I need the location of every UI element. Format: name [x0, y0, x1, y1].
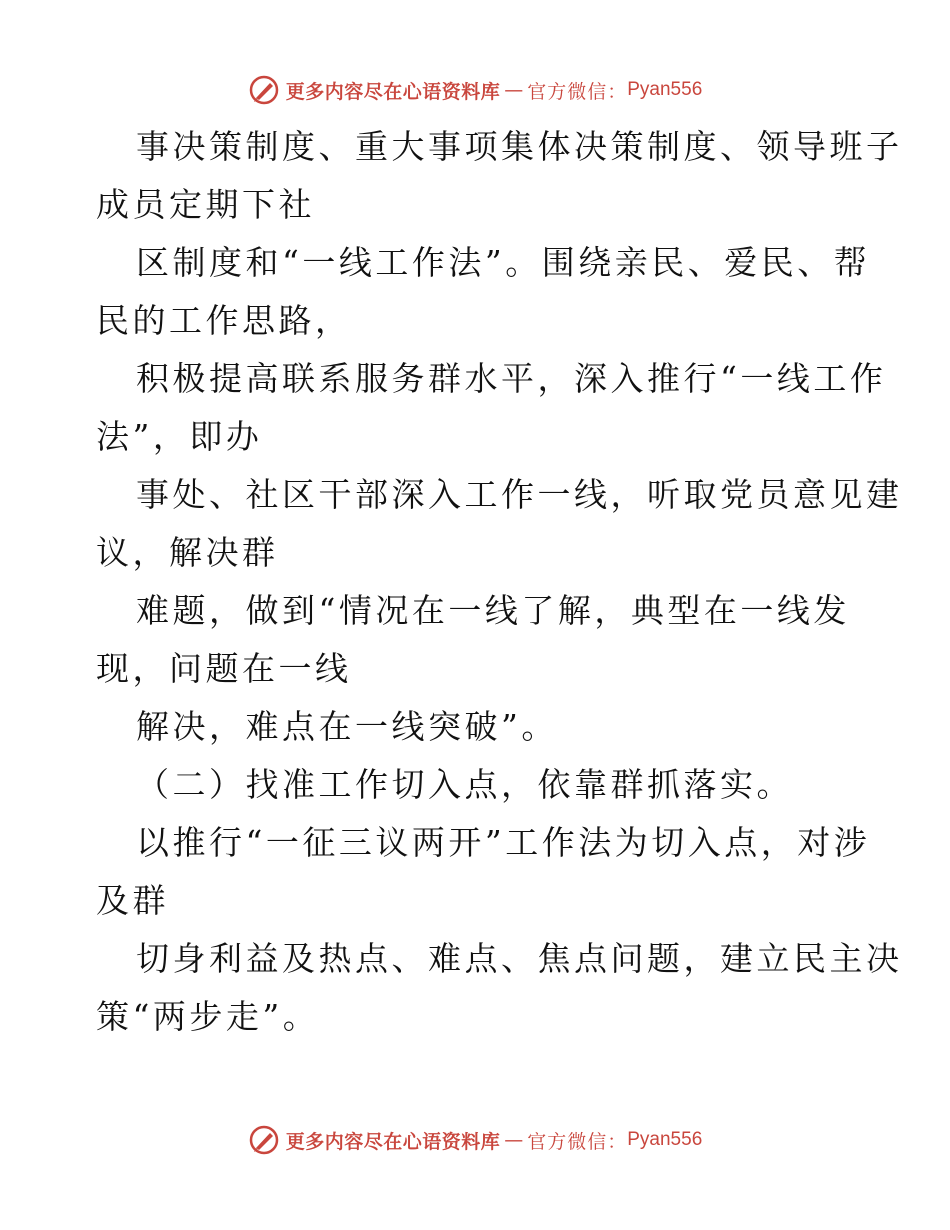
text-line: 积极提高联系服务群水平，深入推行“一线工作: [136, 359, 887, 398]
text-line: 以推行“一征三议两开”工作法为切入点，对涉: [136, 823, 871, 862]
footer-separator: —: [504, 1129, 524, 1151]
section-heading: （二）找准工作切入点，依靠群抓落实。: [136, 765, 793, 804]
text-line: 议，解决群: [96, 533, 279, 572]
footer-brand-text: 更多内容尽在心语资料库: [285, 1130, 501, 1153]
quill-pen-logo-icon: [248, 74, 280, 106]
text-line: 区制度和“一线工作法”。围绕亲民、爱民、帮: [136, 243, 871, 282]
footer-banner: [0, 1120, 950, 1160]
text-line: 事处、社区干部深入工作一线，听取党员意见建: [136, 475, 903, 514]
text-line: 切身利益及热点、难点、焦点问题，建立民主决: [136, 939, 903, 978]
header-brand-text: 更多内容尽在心语资料库: [285, 80, 501, 103]
footer-wechat-label: 官方微信：: [527, 1130, 628, 1153]
footer-wechat-id: Pyan556: [627, 1129, 703, 1150]
text-line: 事决策制度、重大事项集体决策制度、领导班子: [136, 127, 903, 166]
text-line: 及群: [96, 881, 169, 920]
text-line: 法”，即办: [96, 417, 263, 456]
text-line: 成员定期下社: [96, 185, 315, 224]
document-body: [96, 118, 903, 1046]
header-wechat-label: 官方微信：: [527, 80, 628, 103]
header-separator: —: [504, 79, 524, 101]
text-line: 民的工作思路，: [96, 301, 352, 340]
quill-pen-logo-icon: [248, 1124, 280, 1156]
header-banner: [0, 70, 950, 110]
header-wechat-id: Pyan556: [627, 79, 703, 100]
text-line: 解决，难点在一线突破”。: [136, 707, 558, 746]
text-line: 策“两步走”。: [96, 997, 320, 1036]
text-line: 难题，做到“情况在一线了解，典型在一线发: [136, 591, 850, 630]
text-line: 现，问题在一线: [96, 649, 352, 688]
